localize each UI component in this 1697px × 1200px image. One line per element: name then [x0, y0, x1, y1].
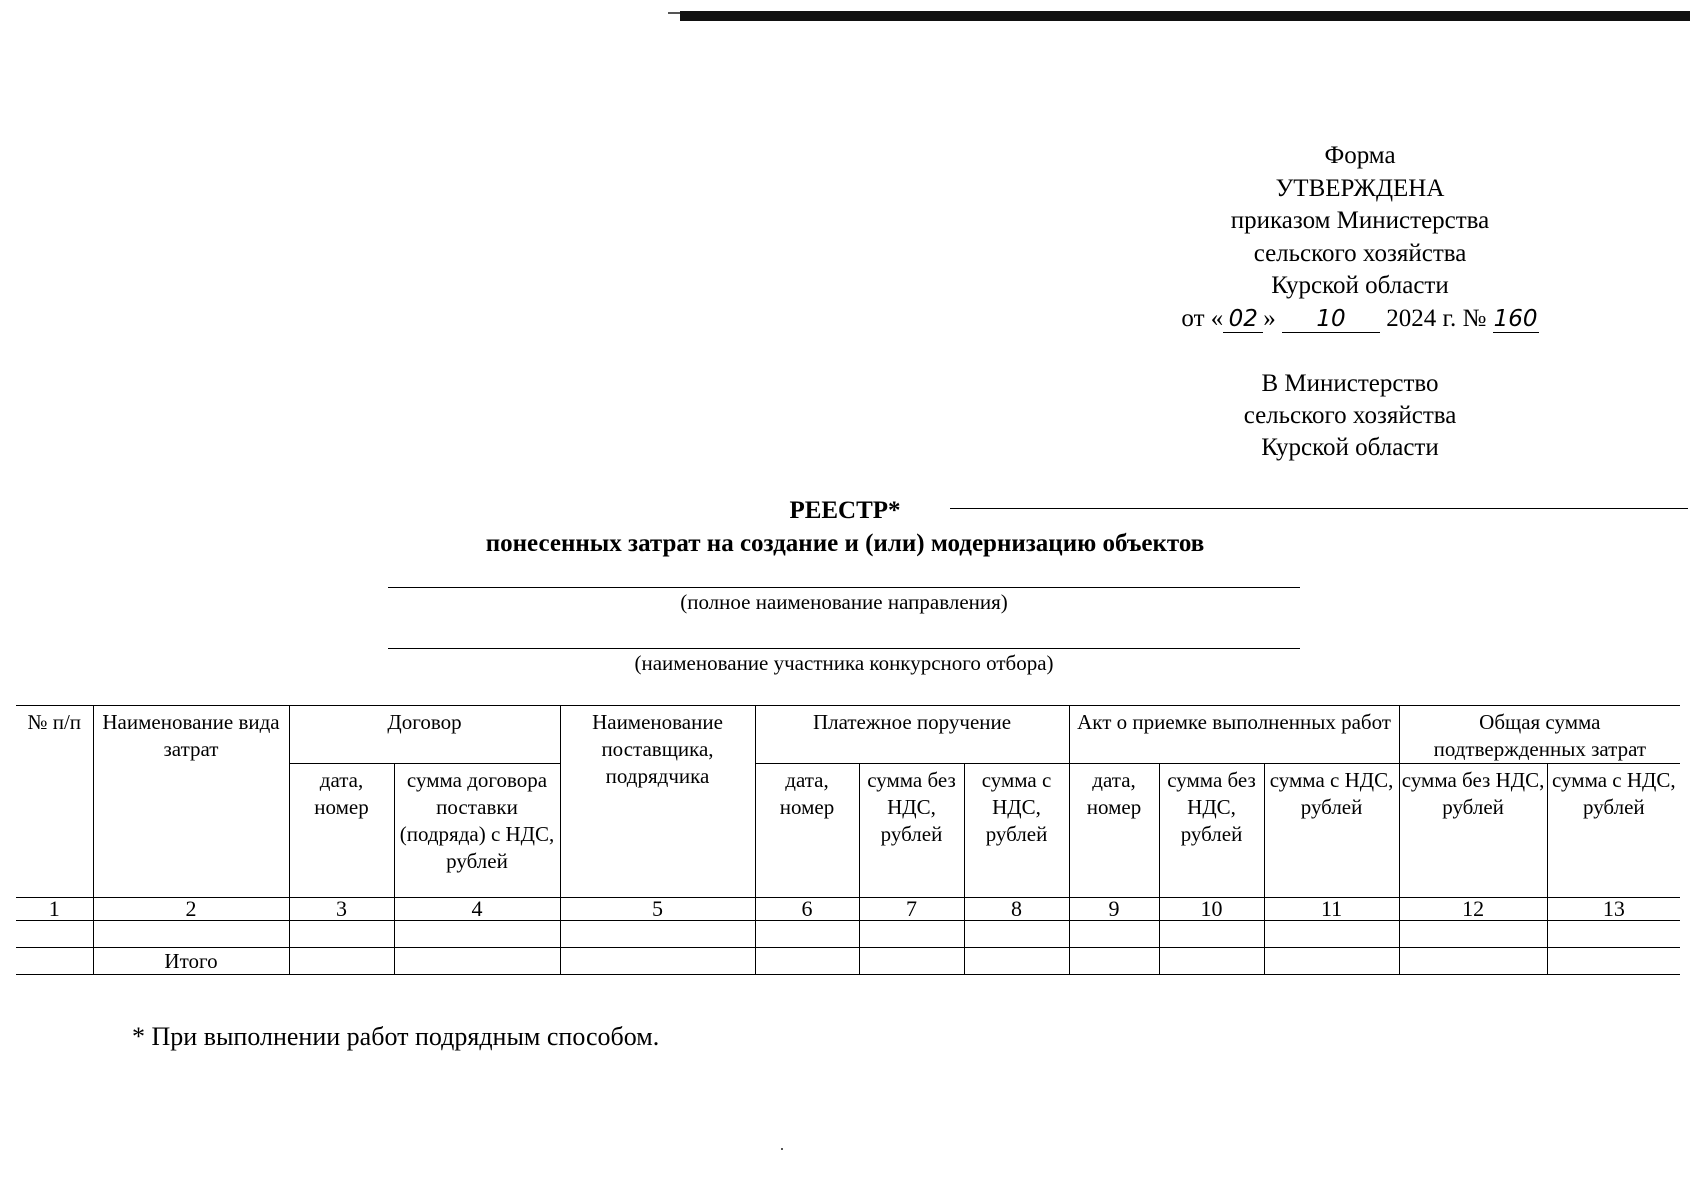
- table-cell[interactable]: [93, 921, 289, 948]
- direction-caption: (полное наименование направления): [680, 590, 1008, 614]
- header-total-vat: сумма с НДС, рублей: [1547, 764, 1680, 898]
- table-cell[interactable]: [1159, 921, 1264, 948]
- column-number-row: [16, 898, 1680, 921]
- date-day-handwritten: 02: [1223, 306, 1263, 333]
- column-number: 9: [1069, 898, 1159, 921]
- date-year: 2024 г. №: [1386, 304, 1487, 332]
- column-number: 4: [394, 898, 560, 921]
- table-cell[interactable]: [560, 921, 755, 948]
- registry-table-wrapper: [16, 705, 1680, 975]
- direction-fill-line[interactable]: [388, 587, 1300, 588]
- registry-table: [16, 705, 1680, 975]
- header-row-1: [16, 706, 1680, 764]
- table-cell[interactable]: [1069, 921, 1159, 948]
- column-number: 12: [1399, 898, 1547, 921]
- header-total-confirmed: Общая сумма подтвержденных затрат: [1399, 706, 1680, 764]
- date-prefix: от «: [1181, 304, 1224, 332]
- table-cell[interactable]: [394, 948, 560, 975]
- header-contract-date: дата, номер: [289, 764, 394, 898]
- header-act-date: дата, номер: [1069, 764, 1159, 898]
- table-cell[interactable]: [394, 921, 560, 948]
- scan-speck: [781, 1148, 783, 1150]
- column-number: 6: [755, 898, 859, 921]
- table-cell[interactable]: [1264, 921, 1399, 948]
- approval-date-line: [1140, 303, 1580, 336]
- approval-form-label: Форма: [1324, 142, 1396, 169]
- table-cell[interactable]: [289, 921, 394, 948]
- header-contract: Договор: [289, 706, 560, 764]
- header-payment-sum-no-vat: сумма без НДС, рублей: [859, 764, 964, 898]
- table-cell[interactable]: [1547, 921, 1680, 948]
- table-cell[interactable]: [1399, 921, 1547, 948]
- approval-approved-label: УТВЕРЖДЕНА: [1275, 174, 1445, 202]
- document-title: [420, 494, 1270, 560]
- table-cell[interactable]: [1547, 948, 1680, 975]
- date-separator: »: [1263, 304, 1276, 332]
- header-payment-sum-vat: сумма с НДС, рублей: [964, 764, 1069, 898]
- table-cell[interactable]: [859, 948, 964, 975]
- participant-fill-line[interactable]: [388, 648, 1300, 649]
- total-row: [16, 948, 1680, 975]
- table-cell[interactable]: [964, 921, 1069, 948]
- column-number: 11: [1264, 898, 1399, 921]
- column-number: 7: [859, 898, 964, 921]
- table-cell[interactable]: [755, 921, 859, 948]
- header-total-no-vat: сумма без НДС, рублей: [1399, 764, 1547, 898]
- approval-order-line: приказом Министерства: [1230, 207, 1490, 234]
- header-act-sum-no-vat: сумма без НДС, рублей: [1159, 764, 1264, 898]
- approval-block: [1140, 140, 1580, 335]
- table-cell[interactable]: [16, 948, 93, 975]
- table-cell[interactable]: [1159, 948, 1264, 975]
- column-number: 3: [289, 898, 394, 921]
- scan-border-bar: [680, 11, 1690, 21]
- table-cell[interactable]: [289, 948, 394, 975]
- header-num: № п/п: [16, 706, 93, 898]
- table-cell[interactable]: [1399, 948, 1547, 975]
- column-number: 1: [16, 898, 93, 921]
- table-row: [16, 921, 1680, 948]
- date-month-handwritten: 10: [1282, 306, 1380, 333]
- table-cell[interactable]: [1069, 948, 1159, 975]
- header-contract-sum: сумма договора поставки (подряда) с НДС, рублей: [394, 764, 560, 898]
- approval-region-line: Курской области: [1271, 272, 1449, 299]
- header-payment-order: Платежное поручение: [755, 706, 1069, 764]
- table-cell[interactable]: [16, 921, 93, 948]
- total-label: Итого: [93, 948, 289, 975]
- header-act-sum-vat: сумма с НДС, рублей: [1264, 764, 1399, 898]
- table-cell[interactable]: [964, 948, 1069, 975]
- column-number: 8: [964, 898, 1069, 921]
- column-number: 5: [560, 898, 755, 921]
- header-supplier: Наименование поставщика, подрядчика: [560, 706, 755, 898]
- order-number-handwritten: 160: [1493, 305, 1538, 332]
- title-main: РЕЕСТР*: [789, 497, 901, 524]
- recipient-line-3: Курской области: [1261, 434, 1439, 461]
- column-number: 13: [1547, 898, 1680, 921]
- recipient-line-2: сельского хозяйства: [1243, 402, 1457, 429]
- table-cell[interactable]: [859, 921, 964, 948]
- header-payment-date: дата, номер: [755, 764, 859, 898]
- table-cell[interactable]: [1264, 948, 1399, 975]
- column-number: 10: [1159, 898, 1264, 921]
- title-subtitle: понесенных затрат на создание и (или) модернизацию объектов: [485, 530, 1205, 557]
- header-acceptance-act: Акт о приемке выполненных работ: [1069, 706, 1399, 764]
- recipient-block: [1200, 368, 1500, 464]
- table-cell[interactable]: [560, 948, 755, 975]
- column-number: 2: [93, 898, 289, 921]
- footnote: * При выполнении работ подрядным способом.: [132, 1022, 660, 1051]
- participant-caption: (наименование участника конкурсного отбора): [634, 651, 1054, 675]
- recipient-line-1: В Министерство: [1261, 370, 1439, 397]
- table-cell[interactable]: [755, 948, 859, 975]
- header-cost-type: Наименование вида затрат: [93, 706, 289, 898]
- approval-ministry-line: сельского хозяйства: [1253, 239, 1467, 267]
